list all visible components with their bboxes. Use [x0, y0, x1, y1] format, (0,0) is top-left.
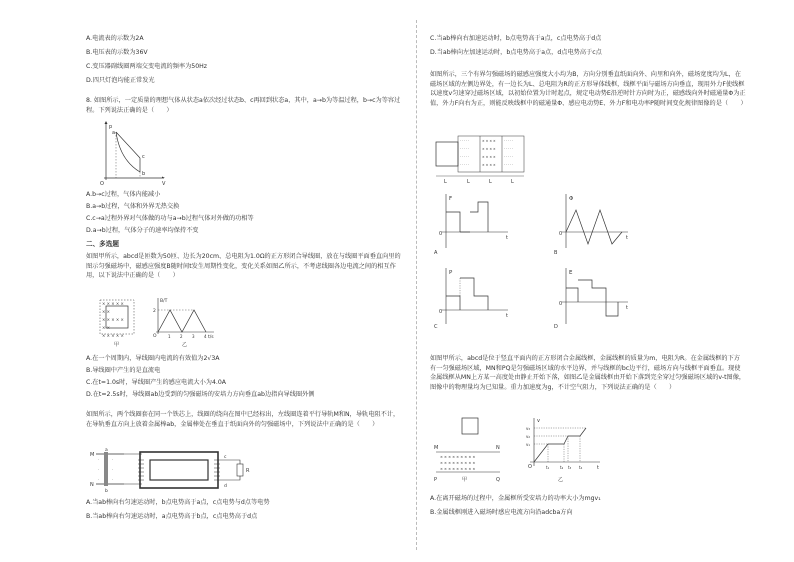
fig10-label-n: N — [90, 482, 94, 488]
fig12-label-v3: v₃ — [526, 426, 530, 431]
section-multiple-choice: 二、多选题 — [86, 240, 119, 248]
svg-text:× × × × × × × × ×: × × × × × × × × × — [440, 461, 476, 465]
q10-option-c: C.当ab棒向右加速运动时，b点电势高于a点，c点电势高于d点 — [430, 35, 602, 42]
fig12-label-o: O — [528, 464, 532, 470]
svg-text:· · · · ·: · · · · · — [504, 163, 514, 167]
fig12-label-t: t — [597, 465, 599, 471]
svg-text:× × × × × × × × ×: × × × × × × × × × — [440, 467, 476, 471]
fig9-label-jia: 甲 — [114, 342, 120, 348]
fig10-label-c: c — [224, 455, 227, 460]
q10-transformer-figure — [90, 446, 276, 494]
svg-text:·: · — [112, 458, 114, 462]
svg-text:× × × ×: × × × × — [482, 147, 496, 151]
fig10-label-a: a — [105, 448, 108, 453]
column-divider — [416, 20, 417, 550]
q12-option-a: A.在离开磁场的过程中，金属框所受安培力的功率大小为mgv₁ — [430, 495, 601, 502]
fig11-l-4: L — [511, 179, 514, 185]
q9-figures — [96, 296, 246, 350]
q12-figures — [434, 414, 604, 488]
q11-graph-d — [554, 266, 634, 328]
fig12-label-yi: 乙 — [558, 477, 564, 483]
fig9-label-yi: 乙 — [182, 342, 188, 348]
fig11-l-2: L — [467, 179, 470, 185]
graph-d-x-label: t — [626, 305, 628, 311]
fig9-tick-2: 2 — [180, 334, 183, 339]
fig12-label-n: N — [496, 445, 500, 451]
graph-a-y-label: F — [449, 196, 453, 202]
svg-text:× × × ×: × × × × — [482, 163, 496, 167]
graph-b-x-label: t — [626, 235, 628, 241]
q7-option-b: B.电压表的示数为36V — [86, 49, 148, 56]
svg-text:· · · · ·: · · · · · — [504, 155, 514, 159]
svg-text:· · · · ·: · · · · · — [504, 139, 514, 143]
fig12-label-jia: 甲 — [462, 477, 468, 483]
svg-text:·: · — [98, 468, 100, 472]
svg-text:× × × × ×: × × × × × — [102, 317, 124, 322]
fig8-label-b: b — [142, 171, 146, 177]
svg-text:·: · — [112, 468, 114, 472]
q11-graph-c — [434, 266, 514, 328]
svg-text:× × × ×: × × × × — [482, 139, 496, 143]
fig8-label-c: c — [142, 154, 145, 160]
q8-text: 8. 如图所示，一定质量的理想气体从状态a依次经过状态b、c再回到状态a，其中，a→b为等温过程，b→c为等容过程。下列说法正确的是（ ） — [86, 97, 401, 114]
fig9-label-2: 2 — [153, 309, 156, 314]
fig8-label-v: V — [162, 181, 166, 187]
svg-text:· · · · ·: · · · · · — [460, 139, 470, 143]
fig9-label-ts: t/s — [208, 335, 214, 340]
fig12-label-t3: t₃ — [568, 465, 572, 470]
q11-graph-b — [554, 192, 634, 256]
fig8-label-a: a — [112, 130, 116, 136]
q9-option-b: B.导线圈中产生的是直流电 — [86, 367, 161, 374]
graph-b-y-label: Φ — [569, 196, 574, 202]
q9-option-c: C.在t=1.0s时，导线圈产生的感应电流大小为4.0A — [86, 379, 227, 386]
q10-option-b: B.当ab棒向右匀速运动时，a点电势高于b点，c点电势高于d点 — [86, 513, 258, 520]
fig9-tick-1: 1 — [168, 334, 171, 339]
q8-option-d: D.a→b过程，气体分子的速率均保持不变 — [86, 227, 199, 234]
fig10-label-r: R — [246, 468, 250, 474]
q11-magnetic-regions — [434, 132, 534, 184]
svg-text:· · · · ·: · · · · · — [460, 147, 470, 151]
fig9-tick-4: 4 — [204, 334, 207, 339]
fig12-label-t2: t₂ — [560, 465, 564, 470]
fig12-label-q: Q — [496, 477, 500, 483]
q9-option-d: D.在t=2.5s时，导线圈ab边受到的匀强磁场的安培力方向垂直ab边指向导线圈外侧 — [86, 391, 315, 398]
fig12-label-v2: v₂ — [526, 434, 530, 439]
fig11-l-3: L — [489, 179, 492, 185]
fig12-label-t1: t₁ — [546, 465, 550, 470]
fig12-label-v: v — [537, 418, 540, 424]
svg-text:·: · — [98, 458, 100, 462]
fig12-label-m: M — [434, 445, 439, 451]
q10-text: 如图所示，两个线圈套在同一个铁芯上，线圈的绕向在图中已经标出，左线圈连着平行导轨M和N，导轨电阻不计，在导轨垂直方向上放着金属棒ab，金属棒处在垂直于纸面向外的匀强磁场中，下列说法中正确的是（ ） — [86, 411, 400, 428]
fig8-label-p: p — [109, 124, 113, 130]
q8-option-c: C.c→a过程外界对气体做的功与a→b过程气体对外做的功相等 — [86, 215, 254, 222]
svg-text:·: · — [112, 478, 114, 482]
right-column — [430, 0, 746, 562]
fig10-label-m: M — [90, 452, 95, 458]
svg-text:× × × ×: × × × × — [482, 155, 496, 159]
fig9-tick-3: 3 — [192, 334, 195, 339]
q8-option-a: A.b→c过程，气体内能减小 — [86, 191, 161, 198]
svg-text:× × × × × × × × ×: × × × × × × × × × — [440, 455, 476, 459]
svg-text:· · · · ·: · · · · · — [504, 147, 514, 151]
q8-option-b: B.a→b过程，气体和外界无热交换 — [86, 203, 180, 210]
graph-c-letter: C — [434, 324, 438, 330]
graph-c-origin: 0 — [439, 309, 443, 315]
graph-b-origin: 0 — [559, 231, 563, 237]
q12-text: 如图甲所示，abcd是位于竖直平面内的正方形闭合金属线框，金属线框的质量为m，电阻为R。在金属线框的下方有一匀强磁场区域，MN和PQ是匀强磁场区域的水平边界，并与线框的bc边平行，磁场方向与线框平面垂直。现使金属线框从MN上方某一高度处由静止开始下落，如图乙是金属线框由开始下落到完全穿过匀强磁场区域的v-t图像，图像中的物理量均为已知量。重力加速度为g，不计空气阻力，下列说法正确的是（ ） — [430, 355, 746, 391]
graph-a-letter: A — [434, 250, 438, 256]
graph-d-letter: D — [554, 324, 558, 330]
svg-text:× ×: × × — [102, 325, 110, 330]
graph-c-x-label: t — [506, 313, 508, 319]
svg-text:·: · — [98, 478, 100, 482]
left-column — [86, 0, 402, 562]
fig10-label-d: d — [224, 484, 227, 489]
fig8-label-o: O — [100, 181, 104, 187]
fig10-label-b: b — [105, 489, 108, 494]
fig12-label-v1: v₁ — [526, 442, 530, 447]
q10-option-a: A.当ab棒向右匀速运动时，b点电势高于a点，c点电势与d点等电势 — [86, 499, 270, 506]
graph-b-letter: B — [554, 250, 558, 256]
q10-option-d: D.当ab棒向左加速运动时，b点电势高于a点，d点电势高于c点 — [430, 49, 602, 56]
q9-text: 如图甲所示，abcd是匝数为50匝、边长为20cm、总电阻为1.0Ω的正方形闭合导线圈，放在与线圈平面垂直向里的图示匀强磁场中，磁感应强度B随时间t发生周期性变化，变化关系如图乙所示，不考虑线圈各边电流之间的相互作用，以下说法中正确的是（ ） — [86, 253, 401, 280]
graph-d-y-label: E — [569, 270, 573, 276]
q7-option-d: D.四只灯泡均能正常发光 — [86, 77, 155, 84]
fig11-l-1: L — [444, 179, 447, 185]
svg-text:× × × × ×: × × × × × — [102, 301, 124, 306]
fig9-label-o: O — [153, 334, 157, 339]
fig9-label-bt: B/T — [160, 299, 168, 304]
q9-option-a: A.在一个周期内，导线圈内电流的有效值为2√3A — [86, 355, 220, 362]
q12-option-b: B.金属线框刚进入磁场时感应电流方向沿adcba方向 — [430, 509, 573, 516]
svg-text:· · · · ·: · · · · · — [460, 163, 470, 167]
q11-text: 如图所示，三个有界匀强磁场的磁感应强度大小均为B，方向分别垂直纸面向外、向里和向外，磁场宽度均为L，在磁场区域的左侧边界处，有一边长为L、总电阻为R的正方形导体线框，线框平面与磁场方向垂直，现用外力F使线框以速度v匀速穿过磁场区域，以初始位置为计时起点，规定电动势E沿逆时针方向时为正，磁感线向外时磁通量Φ为正值，外力F向右为正，则能反映线框中的磁通量Φ、感应电动势E、外力F和电功率P随时间变化规律图像的是（ ） — [430, 71, 747, 107]
fig12-label-p: P — [434, 477, 438, 483]
svg-text:· · · · ·: · · · · · — [460, 155, 470, 159]
q11-graph-a — [434, 192, 514, 256]
graph-a-x-label: t — [506, 235, 508, 241]
graph-d-origin: 0 — [559, 301, 563, 307]
svg-text:× ×: × × — [102, 309, 110, 314]
graph-a-origin: 0 — [439, 231, 443, 237]
q7-option-a: A.电流表的示数为2A — [86, 35, 144, 42]
svg-text:× × × × ×: × × × × × — [102, 333, 124, 338]
q7-option-c: C.变压器副线圈两端交变电流的频率为50Hz — [86, 63, 208, 70]
fig12-label-t4: t₄ — [579, 465, 583, 470]
q8-pv-diagram — [100, 120, 170, 187]
graph-c-y-label: P — [449, 270, 453, 276]
